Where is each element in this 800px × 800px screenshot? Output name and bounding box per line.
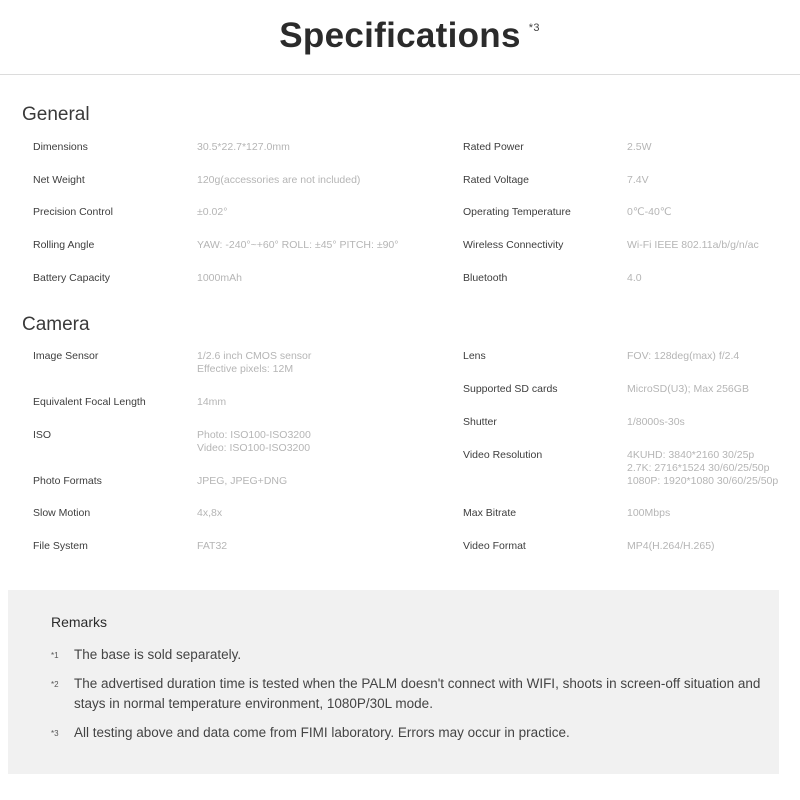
spec-value-line: 7.4V xyxy=(627,174,649,186)
spec-value xyxy=(627,540,715,553)
spec-value xyxy=(627,507,670,520)
spec-value-line: 14mm xyxy=(197,396,227,408)
spec-value xyxy=(197,272,242,285)
spec-value xyxy=(627,449,778,488)
spec-value xyxy=(197,174,360,187)
spec-value xyxy=(627,206,672,219)
remarks-panel xyxy=(8,590,779,774)
page-title: Specifications *3 xyxy=(279,16,540,55)
spec-label: Equivalent Focal Length xyxy=(33,396,146,408)
spec-value xyxy=(627,174,649,187)
spec-value xyxy=(627,416,685,429)
spec-label: Rated Voltage xyxy=(463,174,529,186)
spec-label: Battery Capacity xyxy=(33,272,111,284)
spec-value-line: 4KUHD: 3840*2160 30/25p xyxy=(627,449,755,461)
spec-label: Rated Power xyxy=(463,141,524,153)
spec-label: Shutter xyxy=(463,416,497,428)
spec-value xyxy=(197,206,227,219)
spec-value xyxy=(197,429,311,455)
spec-label: Video Format xyxy=(463,540,526,552)
spec-value-line: 4.0 xyxy=(627,272,642,284)
remark-marker: *2 xyxy=(51,680,59,689)
title-footnote-marker: *3 xyxy=(528,22,540,34)
spec-value-line: 30.5*22.7*127.0mm xyxy=(197,141,290,153)
spec-value xyxy=(197,350,311,376)
spec-value xyxy=(627,141,652,154)
remarks-title: Remarks xyxy=(51,614,108,630)
page-header xyxy=(0,0,800,74)
spec-label: Photo Formats xyxy=(33,475,102,487)
spec-label: File System xyxy=(33,540,88,552)
spec-value xyxy=(197,396,226,409)
spec-value-line: Video: ISO100-ISO3200 xyxy=(197,442,311,454)
spec-label: Rolling Angle xyxy=(33,239,95,251)
spec-label: Slow Motion xyxy=(33,507,91,519)
header-divider xyxy=(0,74,800,75)
spec-value xyxy=(627,239,759,252)
spec-label: Image Sensor xyxy=(33,350,99,362)
spec-value-line: 1/8000s-30s xyxy=(627,416,685,428)
spec-value-line: Wi-Fi IEEE 802.11a/b/g/n/ac xyxy=(627,239,759,251)
spec-value-line: 2.5W xyxy=(627,141,652,153)
spec-label: Bluetooth xyxy=(463,272,508,284)
spec-value-line: JPEG, JPEG+DNG xyxy=(197,475,288,487)
spec-value-line: Effective pixels: 12M xyxy=(197,363,294,375)
spec-value-line: 1/2.6 inch CMOS sensor xyxy=(197,350,312,362)
spec-label: Wireless Connectivity xyxy=(463,239,564,251)
remark-text: All testing above and data come from FIMI laboratory. Errors may occur in practice. xyxy=(74,725,570,740)
spec-value-line: 0℃-40℃ xyxy=(627,206,672,218)
spec-value xyxy=(197,540,227,553)
spec-value xyxy=(197,239,398,252)
spec-value-line: 1080P: 1920*1080 30/60/25/50p xyxy=(627,475,779,487)
spec-value-line: MicroSD(U3); Max 256GB xyxy=(627,383,749,395)
spec-value xyxy=(627,350,739,363)
spec-label: Supported SD cards xyxy=(463,383,558,395)
spec-label: Max Bitrate xyxy=(463,507,517,519)
spec-label: Operating Temperature xyxy=(463,206,571,218)
remark-text: The base is sold separately. xyxy=(74,647,242,662)
spec-value-line: 100Mbps xyxy=(627,507,671,519)
spec-value-line: MP4(H.264/H.265) xyxy=(627,540,715,552)
spec-value-line: 4x,8x xyxy=(197,507,223,519)
spec-value-line: 1000mAh xyxy=(197,272,242,284)
spec-value xyxy=(197,141,290,154)
spec-value-line: FAT32 xyxy=(197,540,228,552)
spec-value-line: FOV: 128deg(max) f/2.4 xyxy=(627,350,740,362)
spec-value xyxy=(627,272,642,285)
spec-value-line: 120g(accessories are not included) xyxy=(197,174,361,186)
spec-value-line: YAW: -240°~+60° ROLL: ±45° PITCH: ±90° xyxy=(197,239,399,251)
spec-label: Net Weight xyxy=(33,174,85,186)
spec-label: ISO xyxy=(33,429,52,441)
spec-label: Precision Control xyxy=(33,206,113,218)
remark-marker: *3 xyxy=(51,729,59,738)
section-title-camera: Camera xyxy=(22,314,90,335)
spec-label: Dimensions xyxy=(33,141,88,153)
spec-value xyxy=(197,507,222,520)
spec-value-line: ±0.02° xyxy=(197,206,228,218)
spec-label: Lens xyxy=(463,350,486,362)
remark-text: The advertised duration time is tested when the PALM doesn't connect with WIFI, shoots in screen-off situation and stays in normal temperature environment, 1080P/30L mode. xyxy=(74,676,761,711)
spec-value-line: Photo: ISO100-ISO3200 xyxy=(197,429,311,441)
remark-marker: *1 xyxy=(51,651,59,660)
section-title-general: General xyxy=(22,104,90,125)
spec-value xyxy=(627,383,749,396)
spec-value-line: 2.7K: 2716*1524 30/60/25/50p xyxy=(627,462,770,474)
spec-value xyxy=(197,475,287,488)
spec-label: Video Resolution xyxy=(463,449,543,461)
